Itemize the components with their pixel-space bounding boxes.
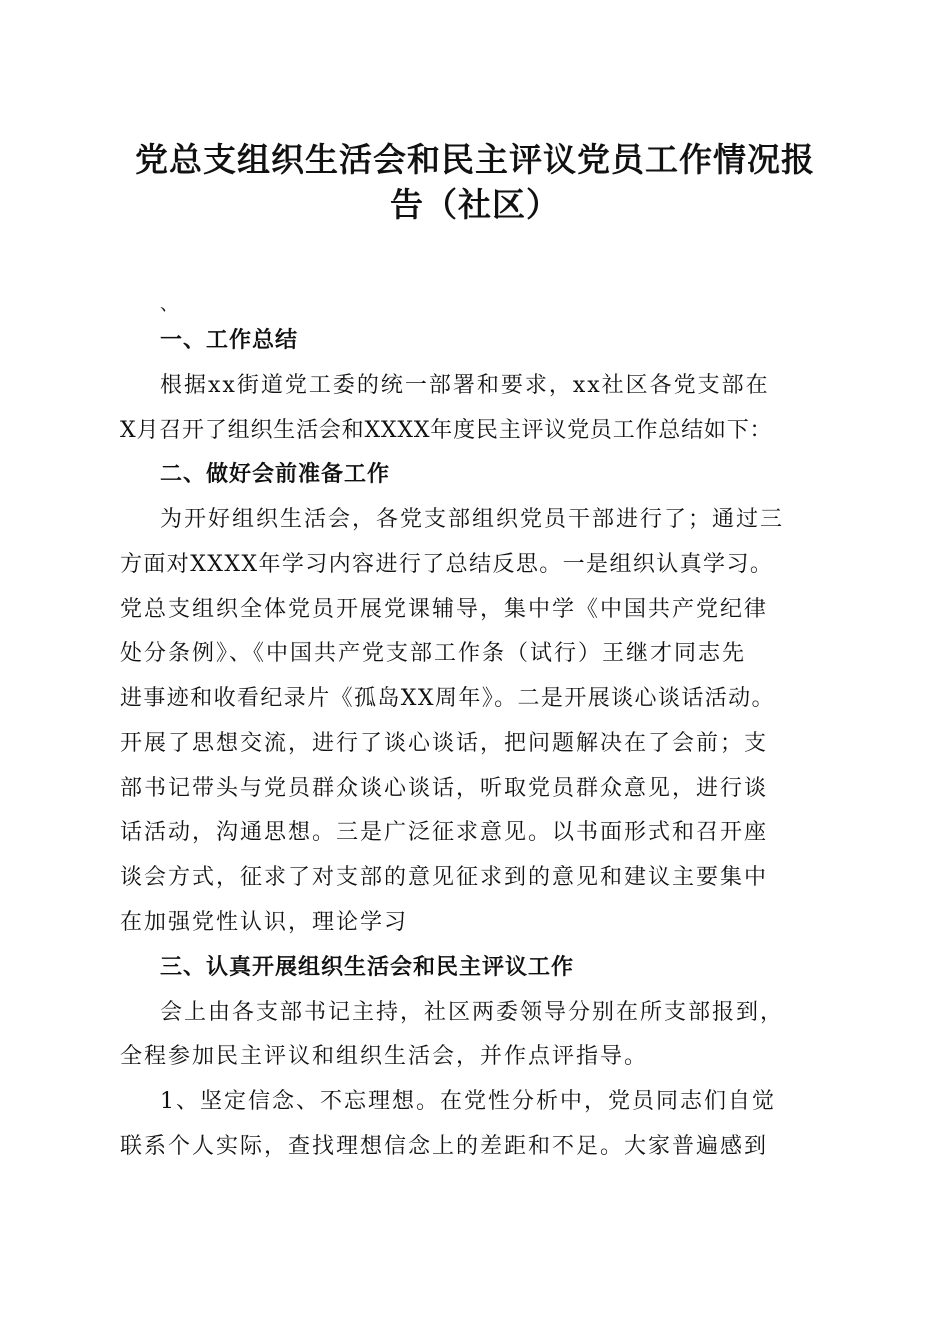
paragraph-line: 为开好组织生活会，各党支部组织党员干部进行了；通过三 <box>160 507 785 532</box>
paragraph-line: 方面对XXXX年学习内容进行了总结反思。一是组织认真学习。 <box>120 552 774 577</box>
paragraph-line: 1、坚定信念、不忘理想。在党性分析中，党员同志们自觉 <box>160 1089 776 1114</box>
paragraph-line: 开展了思想交流，进行了谈心谈话，把问题解决在了会前；支 <box>120 731 769 756</box>
paragraph-line: 处分条例》、《中国共产党支部工作条（试行）王继才同志先 <box>120 641 747 666</box>
section-heading-1: 一、工作总结 <box>160 328 299 353</box>
paragraph-line: 话活动，沟通思想。三是广泛征求意见。以书面形式和召开座 <box>120 820 769 845</box>
section-heading-3: 三、认真开展组织生活会和民主评议工作 <box>160 955 575 980</box>
paragraph-line: X月召开了组织生活会和XXXX年度民主评议党员工作总结如下： <box>120 418 773 443</box>
paragraph-line: 党总支组织全体党员开展党课辅导，集中学《中国共产党纪律 <box>120 597 769 622</box>
document-title-line-1: 党总支组织生活会和民主评议党员工作情况报 <box>135 140 815 179</box>
paragraph-line: 部书记带头与党员群众谈心谈话，听取党员群众意见，进行谈 <box>120 776 769 801</box>
paragraph-line: 在加强党性认识，理论学习 <box>120 910 409 935</box>
stray-punctuation: 、 <box>160 294 178 315</box>
document-title-line-2: 告（社区） <box>390 185 560 224</box>
paragraph-line: 全程参加民主评议和组织生活会，并作点评指导。 <box>120 1044 649 1069</box>
paragraph-line: 谈会方式，征求了对支部的意见征求到的意见和建议主要集中 <box>120 865 769 890</box>
paragraph-line: 根据xx街道党工委的统一部署和要求，xx社区各党支部在 <box>160 373 770 398</box>
paragraph-line: 进事迹和收看纪录片《孤岛XX周年》。二是开展谈心谈话活动。 <box>120 686 775 711</box>
paragraph-line: 联系个人实际，查找理想信念上的差距和不足。大家普遍感到 <box>120 1134 769 1159</box>
paragraph-line: 会上由各支部书记主持，社区两委领导分别在所支部报到， <box>160 1000 785 1025</box>
section-heading-2: 二、做好会前准备工作 <box>160 462 391 487</box>
